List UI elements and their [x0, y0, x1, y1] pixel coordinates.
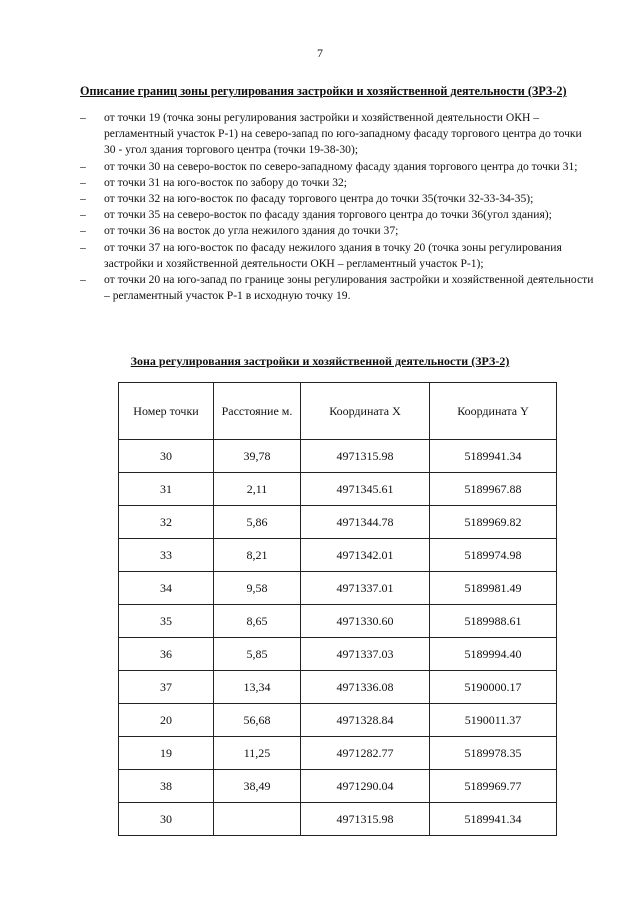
cell-point: 35 [119, 605, 214, 638]
header-coord-x: Координата X [301, 383, 430, 440]
cell-point: 30 [119, 803, 214, 836]
cell-point: 38 [119, 770, 214, 803]
cell-distance: 5,86 [214, 506, 301, 539]
cell-x: 4971344.78 [301, 506, 430, 539]
cell-y: 5189969.82 [430, 506, 557, 539]
list-item-text: от точки 20 на юго-запад по границе зоны регулирования застройки и хозяйственной деятельности – регламентный участок Р-1 в исходную точку 19. [104, 273, 594, 303]
dash-bullet: – [80, 224, 86, 238]
cell-distance: 38,49 [214, 770, 301, 803]
header-distance: Расстояние м. [214, 383, 301, 440]
boundary-description-list [80, 110, 595, 304]
cell-y: 5189941.34 [430, 440, 557, 473]
list-item-text: от точки 37 на юго-восток по фасаду нежилого здания в точку 20 (точка зоны регулирования застройки и хозяйственной деятельности ОКН – регламентный участок Р-1); [104, 240, 562, 270]
coordinates-table [118, 382, 557, 836]
list-item [80, 191, 595, 207]
cell-x: 4971336.08 [301, 671, 430, 704]
table-row [119, 671, 557, 704]
page-number: 7 [317, 46, 323, 60]
cell-point: 20 [119, 704, 214, 737]
cell-y: 5190000.17 [430, 671, 557, 704]
list-item-text: от точки 35 на северо-восток по фасаду здания торгового центра до точки 36(угол здания); [104, 208, 552, 222]
table-header-row [119, 383, 557, 440]
table-row [119, 803, 557, 836]
table-row [119, 737, 557, 770]
cell-y: 5189988.61 [430, 605, 557, 638]
list-item [80, 272, 595, 304]
list-item-text: от точки 32 на юго-восток по фасаду торгового центра до точки 35(точки 32-33-34-35); [104, 192, 534, 206]
cell-distance: 56,68 [214, 704, 301, 737]
cell-distance: 11,25 [214, 737, 301, 770]
list-item [80, 159, 595, 175]
list-item [80, 175, 595, 191]
table-row [119, 506, 557, 539]
cell-y: 5189969.77 [430, 770, 557, 803]
cell-y: 5189941.34 [430, 803, 557, 836]
cell-distance: 8,65 [214, 605, 301, 638]
table-row [119, 704, 557, 737]
cell-x: 4971328.84 [301, 704, 430, 737]
cell-point: 34 [119, 572, 214, 605]
cell-point: 30 [119, 440, 214, 473]
list-item [80, 207, 595, 223]
cell-y: 5190011.37 [430, 704, 557, 737]
cell-distance: 5,85 [214, 638, 301, 671]
cell-distance: 13,34 [214, 671, 301, 704]
cell-x: 4971290.04 [301, 770, 430, 803]
table-row [119, 440, 557, 473]
table-title: Зона регулирования застройки и хозяйственной деятельности (ЗРЗ-2) [130, 354, 510, 368]
table-row [119, 770, 557, 803]
list-item-text: от точки 31 на юго-восток по забору до точки 32; [104, 175, 348, 189]
cell-y: 5189967.88 [430, 473, 557, 506]
cell-x: 4971330.60 [301, 605, 430, 638]
cell-point: 36 [119, 638, 214, 671]
cell-x: 4971315.98 [301, 440, 430, 473]
cell-y: 5189981.49 [430, 572, 557, 605]
cell-y: 5189978.35 [430, 737, 557, 770]
cell-distance: 39,78 [214, 440, 301, 473]
list-item [80, 223, 595, 239]
cell-x: 4971337.03 [301, 638, 430, 671]
cell-x: 4971337.01 [301, 572, 430, 605]
dash-bullet: – [80, 175, 86, 189]
cell-x: 4971342.01 [301, 539, 430, 572]
table-row [119, 605, 557, 638]
table-row [119, 638, 557, 671]
cell-x: 4971345.61 [301, 473, 430, 506]
dash-bullet: – [80, 240, 86, 254]
list-item [80, 110, 595, 159]
cell-point: 37 [119, 671, 214, 704]
cell-x: 4971315.98 [301, 803, 430, 836]
header-coord-y: Координата Y [430, 383, 557, 440]
cell-x: 4971282.77 [301, 737, 430, 770]
list-item-text: от точки 19 (точка зоны регулирования застройки и хозяйственной деятельности ОКН – регламентный участок Р-1) на северо-запад по юго-западному фасаду торгового центра до точки 30 - угол здания торгового центра (точки 19-38-30); [104, 111, 582, 157]
header-point-number: Номер точки [119, 383, 214, 440]
cell-distance: 2,11 [214, 473, 301, 506]
cell-distance [214, 803, 301, 836]
cell-point: 31 [119, 473, 214, 506]
list-item-text: от точки 30 на северо-восток по северо-западному фасаду здания торгового центра до точки 31; [104, 159, 578, 173]
table-row [119, 539, 557, 572]
cell-distance: 9,58 [214, 572, 301, 605]
cell-distance: 8,21 [214, 539, 301, 572]
list-item-text: от точки 36 на восток до угла нежилого здания до точки 37; [104, 224, 399, 238]
cell-y: 5189974.98 [430, 539, 557, 572]
dash-bullet: – [80, 273, 86, 287]
table-row [119, 473, 557, 506]
dash-bullet: – [80, 159, 86, 173]
cell-y: 5189994.40 [430, 638, 557, 671]
cell-point: 32 [119, 506, 214, 539]
table-row [119, 572, 557, 605]
cell-point: 19 [119, 737, 214, 770]
section-heading: Описание границ зоны регулирования застройки и хозяйственной деятельности (ЗРЗ-2) [80, 84, 567, 98]
dash-bullet: – [80, 111, 86, 124]
cell-point: 33 [119, 539, 214, 572]
dash-bullet: – [80, 208, 86, 222]
list-item [80, 240, 595, 272]
dash-bullet: – [80, 192, 86, 206]
